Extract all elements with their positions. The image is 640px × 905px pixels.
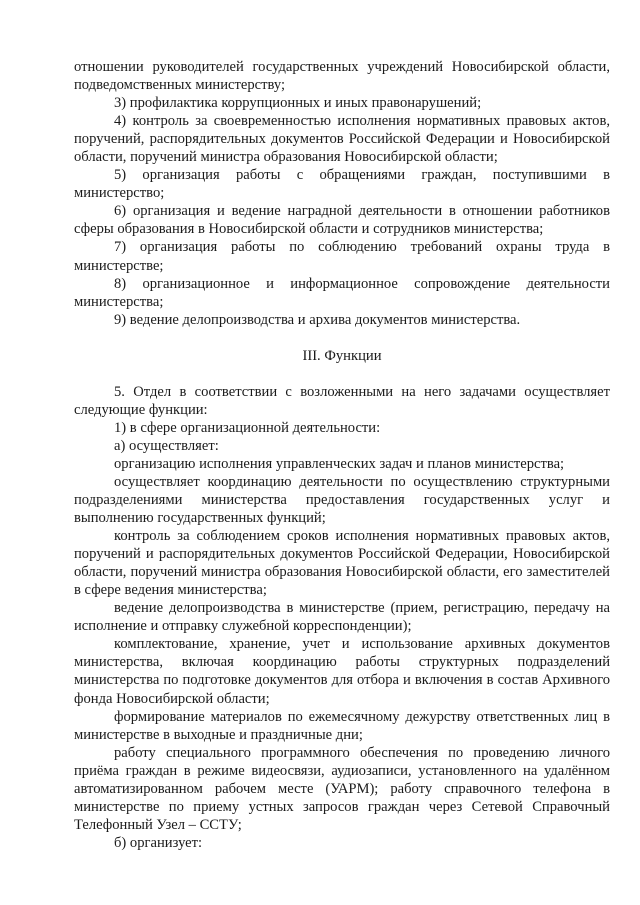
paragraph-task-3: 3) профилактика коррупционных и иных правонарушений; (114, 95, 482, 112)
paragraph-function: контроль за соблюдением сроков исполнения нормативных правовых актов, поручений и распорядительных документов Российской Федерации, Новосибирской области, поручений министра образования Новосибирской области, его заместителей в сфере ведения министерства; (74, 528, 610, 599)
paragraph-function: организацию исполнения управленческих задач и планов министерства; (114, 455, 565, 472)
paragraph-function: комплектование, хранение, учет и использование архивных документов министерства, включая координацию работы структурных подразделений министерства по подготовке документов для отбора и включения в состав Архивного фонда Новосибирской области; (74, 636, 610, 707)
paragraph-organizational-sphere: 1) в сфере организационной деятельности: (114, 419, 381, 436)
paragraph-function: осуществляет координацию деятельности по осуществлению структурными подразделениями министерства предоставления государственных услуг и выполнению государственных функций; (74, 473, 610, 527)
document-body (74, 58, 610, 852)
paragraph-task-6: 6) организация и ведение наградной деятельности в отношении работников сферы образования в Новосибирской области и сотрудников министерства; (74, 203, 610, 238)
section-heading: III. Функции (302, 347, 382, 364)
paragraph-task-5: 5) организация работы с обращениями граждан, поступившими в министерство; (74, 167, 610, 202)
paragraph-function: формирование материалов по ежемесячному дежурству ответственных лиц в министерстве в выходные и праздничные дни; (74, 708, 610, 743)
paragraph-continuation: отношении руководителей государственных учреждений Новосибирской области, подведомственных министерству; (74, 59, 610, 94)
paragraph-task-9: 9) ведение делопроизводства и архива документов министерства. (114, 311, 521, 328)
paragraph-functions-intro: 5. Отдел в соответствии с возложенными на него задачами осуществляет следующие функции: (74, 383, 610, 418)
paragraph-subitem-b: б) организует: (114, 834, 203, 851)
paragraph-subitem-a: а) осуществляет: (114, 437, 219, 454)
paragraph-task-4: 4) контроль за своевременностью исполнения нормативных правовых актов, поручений, распорядительных документов Российской Федерации и Новосибирской области, поручений министра образования Новосибирской области; (74, 113, 610, 166)
paragraph-function: ведение делопроизводства в министерстве (прием, регистрацию, передачу на исполнение и отправку служебной корреспонденции); (74, 600, 610, 635)
paragraph-function: работу специального программного обеспечения по проведению личного приёма граждан в режиме видеосвязи, аудиозаписи, установленного на удалённом автоматизированном рабочем месте (УАРМ); работу справочного телефона в министерстве по приему устных запросов граждан через Сетевой Справочный Телефонный Узел – ССТУ; (74, 744, 610, 833)
paragraph-task-7: 7) организация работы по соблюдению требований охраны труда в министерстве; (74, 239, 610, 274)
paragraph-task-8: 8) организационное и информационное сопровождение деятельности министерства; (74, 275, 610, 310)
